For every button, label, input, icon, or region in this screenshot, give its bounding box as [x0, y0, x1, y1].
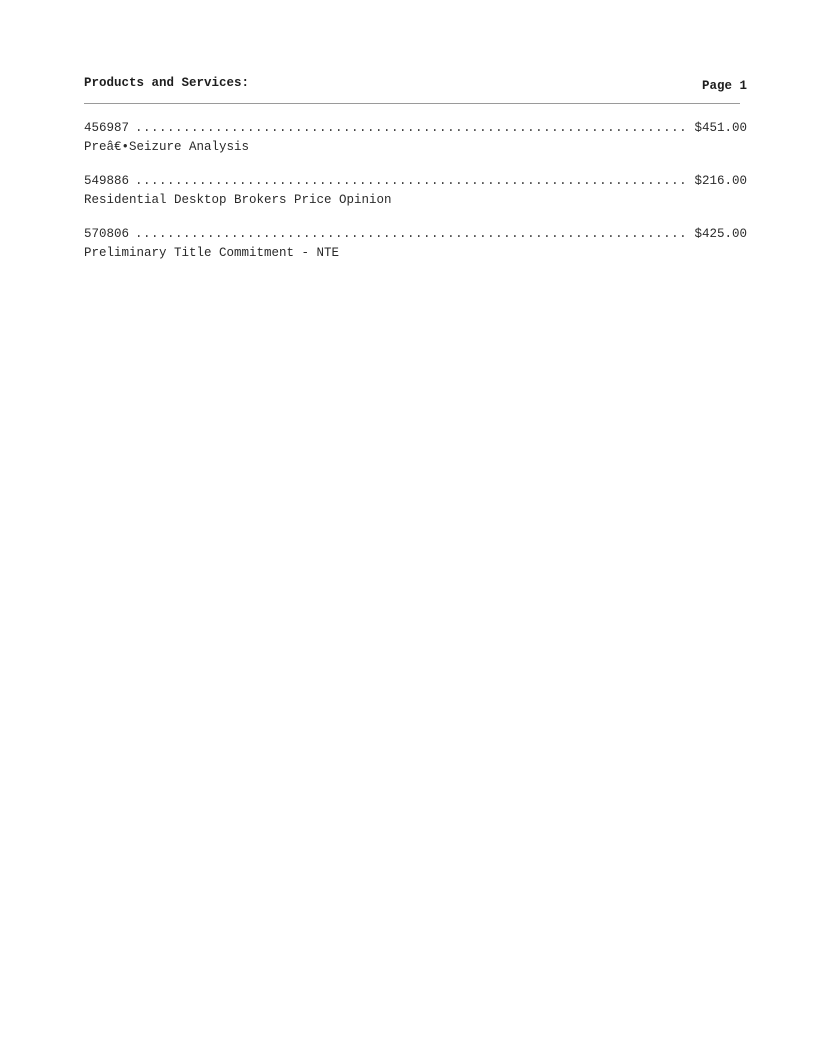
product-price: $425.00	[694, 227, 747, 241]
product-price: $451.00	[694, 121, 747, 135]
product-code: 456987	[84, 121, 130, 135]
item-line	[84, 226, 747, 243]
product-price: $216.00	[694, 174, 747, 188]
section-title: Products and Services:	[84, 76, 250, 90]
product-code: 570806	[84, 227, 130, 241]
dot-leader	[135, 226, 690, 243]
product-description: Preliminary Title Commitment - NTE	[84, 246, 340, 260]
product-list	[84, 120, 747, 279]
product-description: Residential Desktop Brokers Price Opinion	[84, 193, 392, 207]
list-item	[84, 226, 747, 279]
page-number: Page 1	[701, 79, 747, 93]
list-item	[84, 120, 747, 173]
list-item	[84, 173, 747, 226]
product-description: Preâ€•Seizure Analysis	[84, 140, 250, 154]
page-header	[84, 76, 747, 94]
header-divider	[84, 103, 740, 104]
dot-leader	[135, 120, 690, 137]
product-code: 549886	[84, 174, 130, 188]
dot-leader	[135, 173, 690, 190]
item-line	[84, 120, 747, 137]
item-line	[84, 173, 747, 190]
